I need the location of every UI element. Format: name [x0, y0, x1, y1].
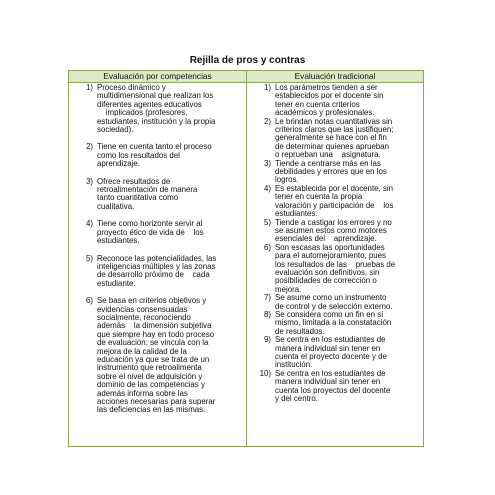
list-item-text: Se basa en criterios objetivos y evidencias consensuadas socialmente, reconociendo además la dimensión subjetiva que siempre hay en todo proceso de evaluación; se vincula con la mejora de la calidad de la educación ya que se trata de un instrumento que retroalimenta sobre el nivel de adquisición y dominio de las competencias y además informa sobre las acciones necesarias para superar las deficiencias en las mismas.: [97, 296, 216, 415]
list-item-number: 7): [263, 293, 271, 303]
list-item: [253, 118, 421, 160]
list-item-number: 3): [263, 158, 271, 168]
list-item-number: 2): [85, 142, 93, 152]
list-item: [253, 244, 421, 294]
list-item-text: Proceso dinámico y multidimensional que realizan los diferentes agentes educativos implicados (profesores, estudiantes, institución y la propia sociedad).: [97, 83, 216, 135]
list-item-text: Ofrece resultados de retroalimentación de manera tanto cuantitativa como cualitativa.: [97, 176, 198, 211]
list-item-text: Se asume como un instrumento de control y de selección externo.: [275, 293, 393, 311]
list-item-text: Son escasas las oportunidades para el automejoramiento, pues los resultados de las pruebas de evaluación son definitivos, sin posibilidades de corrección o mejora.: [275, 242, 396, 294]
list-item-number: 10): [259, 368, 271, 378]
list-item: [75, 297, 244, 415]
list-item-number: 6): [85, 296, 93, 306]
list-item: [253, 84, 421, 118]
list-item: [253, 336, 421, 370]
list-item: [253, 311, 421, 336]
pros-cons-table: [68, 70, 424, 447]
list-item-number: 1): [85, 83, 93, 92]
list-item-text: Le brindan notas cuantitativas sin criterios claros que las justifiquen; generalmente se hace con el fin de determinar quienes aprueban o reprueban una asignatura.: [275, 116, 394, 160]
list-item-text: Tiene en cuenta tanto el proceso como los resultados del aprendizaje.: [97, 142, 212, 169]
list-item-number: 4): [85, 219, 93, 229]
list-item-number: 9): [263, 335, 271, 345]
list-item: [253, 370, 421, 404]
column-header-tradicional: Evaluación tradicional: [247, 71, 423, 83]
document-title: Rejilla de pros y contras: [189, 55, 306, 66]
list-item-text: Tiene como horizonte servir al proyecto ético de vida de los estudiantes.: [97, 219, 204, 246]
column-tradicional: [247, 83, 423, 446]
list-tradicional: [253, 84, 421, 403]
list-item-number: 6): [263, 242, 271, 252]
list-item-text: Es establecida por el docente, sin tener en cuenta la propia valoración y participación de los estudiantes.: [275, 183, 394, 219]
list-item: [75, 178, 244, 212]
list-item: [75, 255, 244, 289]
list-item-text: Los parámetros tienden a ser establecidos por el docente sin tener en cuenta criterios académicos y profesionales.: [275, 83, 384, 118]
list-item: [253, 185, 421, 219]
list-competencias: [75, 84, 244, 415]
list-item-text: Reconoce las potencialidades, las inteligencias múltiples y las zonas de desarrollo próximo de cada estudiante.: [97, 253, 217, 288]
list-item: [253, 294, 421, 311]
list-item: [253, 160, 421, 185]
list-item-text: Tiende a centrarse más en las debilidades y errores que en los logros.: [275, 158, 387, 185]
list-item-number: 5): [263, 217, 271, 227]
list-item-number: 5): [85, 253, 93, 263]
list-item-text: Tiende a castigar los errores y no se asumen estos como motores esenciales del aprendizaje.: [275, 217, 392, 244]
list-item-number: 1): [263, 83, 271, 92]
list-item-number: 3): [85, 176, 93, 186]
list-item-text: Se centra en los estudiantes de manera individual sin tener en cuenta el proyecto docente y de institución.: [275, 335, 387, 370]
list-item-text: Se centra en los estudiantes de manera individual sin tener en cuenta los proyectos del docente y del centro.: [275, 368, 391, 404]
list-item: [75, 84, 244, 134]
list-item-number: 4): [263, 183, 271, 193]
list-item-text: Se considera como un fin en sí mismo, limitada a la constatación de resultados.: [275, 309, 392, 336]
list-item: [253, 219, 421, 244]
list-item-number: 8): [263, 309, 271, 319]
list-item: [75, 220, 244, 245]
list-item-number: 2): [263, 116, 271, 126]
column-competencias: [69, 83, 247, 446]
list-item: [75, 143, 244, 168]
column-header-competencias: Evaluación por competencias: [69, 71, 247, 83]
